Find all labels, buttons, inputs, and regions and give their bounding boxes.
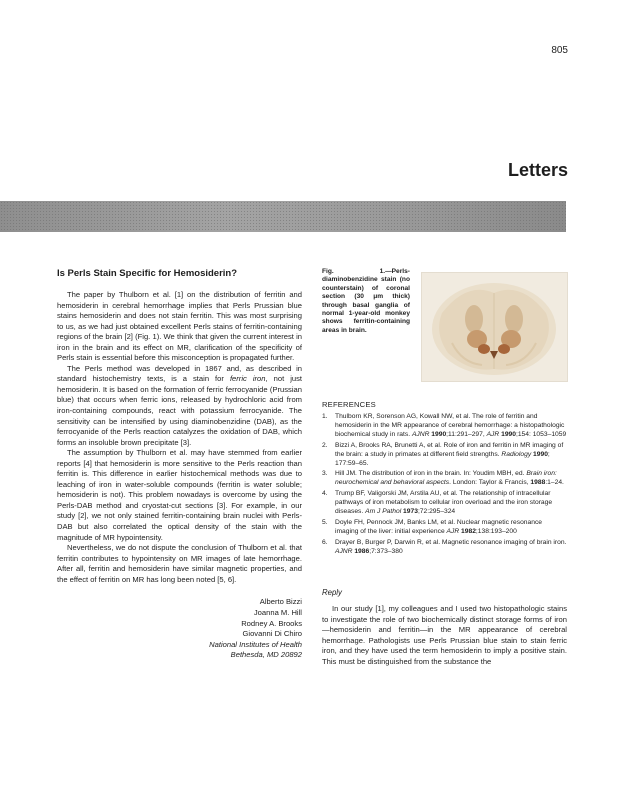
reference-text: AJR	[486, 430, 500, 438]
location: Bethesda, MD 20892	[230, 650, 302, 660]
section-title: Letters	[507, 160, 568, 180]
reference-text: 1982	[461, 527, 476, 535]
reference-text: 1990	[431, 430, 447, 438]
reference-text: AJR	[446, 527, 460, 535]
reference-text: Bizzi A, Brooks RA, Brunetti A, et al. Role of iron and ferritin in MR imaging of the brain: a study in primates at different field strengths.	[335, 441, 564, 458]
author-name: Alberto Bizzi	[259, 597, 302, 607]
reference-item	[322, 490, 567, 517]
reference-text: Hill JM. The distribution of iron in the brain. In: Youdim MBH, ed.	[335, 470, 527, 478]
reference-item	[322, 442, 567, 469]
paragraph: The paper by Thulborn et al. [1] on the distribution of ferritin and hemosiderin in cerebral hemorrhage implies that Perls Prussian blue stains hemosiderin and does not stain ferritin. This was most surprising to us, as we had just obtained excellent Perls stains of ferritin-containing regions of the brain [2] (Fig. 1). We think that given the current interest in iron in the brain and its effect on MR, clarification of the specificity of Perls stain is essential before this misconception is propagated further.	[57, 290, 302, 363]
author-name: Giovanni Di Chiro	[242, 629, 302, 639]
letter-column	[57, 268, 302, 661]
reference-text: ;11:291–297,	[446, 430, 487, 438]
reference-item	[322, 519, 567, 537]
author-name: Rodney A. Brooks	[241, 618, 302, 628]
reference-number: 4.	[322, 490, 328, 498]
paragraph: The assumption by Thulborn et al. may have stemmed from earlier reports [4] that hemosiderin is more sensitive to the Perls reaction than ferritin is. This difference in earlier histochemical methods was due to leaching of iron in water-soluble compounds (ferritin is water soluble; hemosiderin is not). This problem nowadays is overcome by using the Perls-DAB method and cryostat-cut sections [3]. For example, in our study [2], we not only stained ferritin-containing brain nuclei with Perls-DAB but also correlated the optical density of the stain with the magnitude of MR hypointensity.	[57, 448, 302, 542]
reference-text: 1988	[530, 479, 546, 487]
reference-text: Brain iron: neurochemical and behavioral aspects	[335, 470, 557, 487]
figure-caption: Fig. 1.—Perls-diaminobenzidine stain (no counterstain) of coronal section (30 μm thick) through basal ganglia of normal 1-year-old monkey shows ferritin-containing areas in brain.	[322, 268, 410, 334]
reference-number: 6.	[322, 538, 328, 546]
reference-text: ;7:373–380	[369, 547, 403, 555]
signature-block	[57, 597, 302, 661]
reference-text: ; 177:59–65.	[335, 450, 550, 467]
brain-section-image	[422, 273, 567, 381]
reference-text: Thulborn KR, Sorenson AG, Kowall NW, et al. The role of ferritin and hemosiderin in the MR appearance of cerebral hemorrhage: a histopathologic biochemical study in rats.	[335, 413, 565, 438]
reference-text: 1973	[403, 508, 418, 516]
reference-number: 2.	[322, 441, 328, 449]
reference-text: ;154: 1053–1059	[515, 430, 567, 438]
reference-number: 3.	[322, 470, 328, 478]
reference-text: Drayer B, Burger P, Darwin R, et al. Magnetic resonance imaging of brain iron.	[335, 538, 567, 546]
reference-text: Doyle FH, Pennock JM, Banks LM, et al. Nuclear magnetic resonance imaging of the liver: initial experience	[335, 518, 543, 535]
reference-item	[322, 413, 567, 440]
reply-heading: Reply	[322, 588, 342, 597]
reference-item	[322, 470, 567, 488]
paragraph: Nevertheless, we do not dispute the conclusion of Thulborn et al. that ferritin contributes to hypointensity on MR images of late hemorrhage. After all, ferritin and hemosiderin have similar magnetic properties, and the effect of ferritin on MR has long been noted [5, 6].	[57, 543, 302, 584]
page-number: 805	[551, 45, 568, 56]
reference-list	[322, 413, 567, 559]
reference-item	[322, 539, 567, 557]
reference-text: 1990	[533, 450, 548, 458]
reference-text: Radiology	[501, 450, 532, 458]
institution: National Institutes of Health	[209, 639, 302, 649]
paragraph: The Perls method was developed in 1867 and, as described in standard histochemistry texts, is a stain for ferric iron, not just hemosiderin. It is based on the formation of ferric ferrocyanide (Prussian blue) that occurs when ferric ions, released by hydrochloric acid from iron-containing compounds, react with potassium ferrocyanide. The sensitivity can be intensified by using diaminobenzidine (DAB), as the ferrocyanide of the Perls reaction catalyzes the oxidation of DAB, which forms an insoluble brown precipitate [3].	[57, 363, 303, 447]
reference-text: Am J Pathol	[365, 508, 402, 516]
section-banner	[0, 201, 566, 232]
references-heading: REFERENCES	[322, 400, 376, 409]
reference-text: . London: Taylor & Francis,	[449, 479, 531, 487]
reference-number: 5.	[322, 518, 328, 526]
reference-text: 1990	[501, 430, 516, 438]
reference-text: :1–24.	[545, 479, 564, 487]
reference-text: 1986	[354, 547, 370, 555]
author-name: Joanna M. Hill	[253, 607, 302, 617]
reply-text: In our study [1], my colleagues and I used two histopathologic stains to investigate the role of two biochemically distinct storage forms of iron—hemosiderin and ferritin—in the MR appearance of cerebral hemorrhage. Pathologists use Perls Prussian blue stain to stain ferric iron, and they have used the term hemosiderin to imply a positive stain. This must be distinguished from the substance the	[322, 604, 567, 666]
reference-text: ;72:295–324	[417, 508, 456, 516]
reference-text: AJNR	[335, 547, 353, 555]
reference-text: Trump BF, Valigorski JM, Arstila AU, et al. The relationship of intracellular pathways of iron metabolism to cellular iron overload and the iron storage diseases.	[335, 490, 553, 516]
brain-section-micrograph	[421, 272, 568, 382]
article-title: Is Perls Stain Specific for Hemosiderin?	[57, 268, 238, 279]
reference-number: 1.	[322, 413, 328, 420]
reference-text: ;138:193–200	[475, 527, 517, 535]
reference-text: AJNR	[411, 430, 430, 438]
